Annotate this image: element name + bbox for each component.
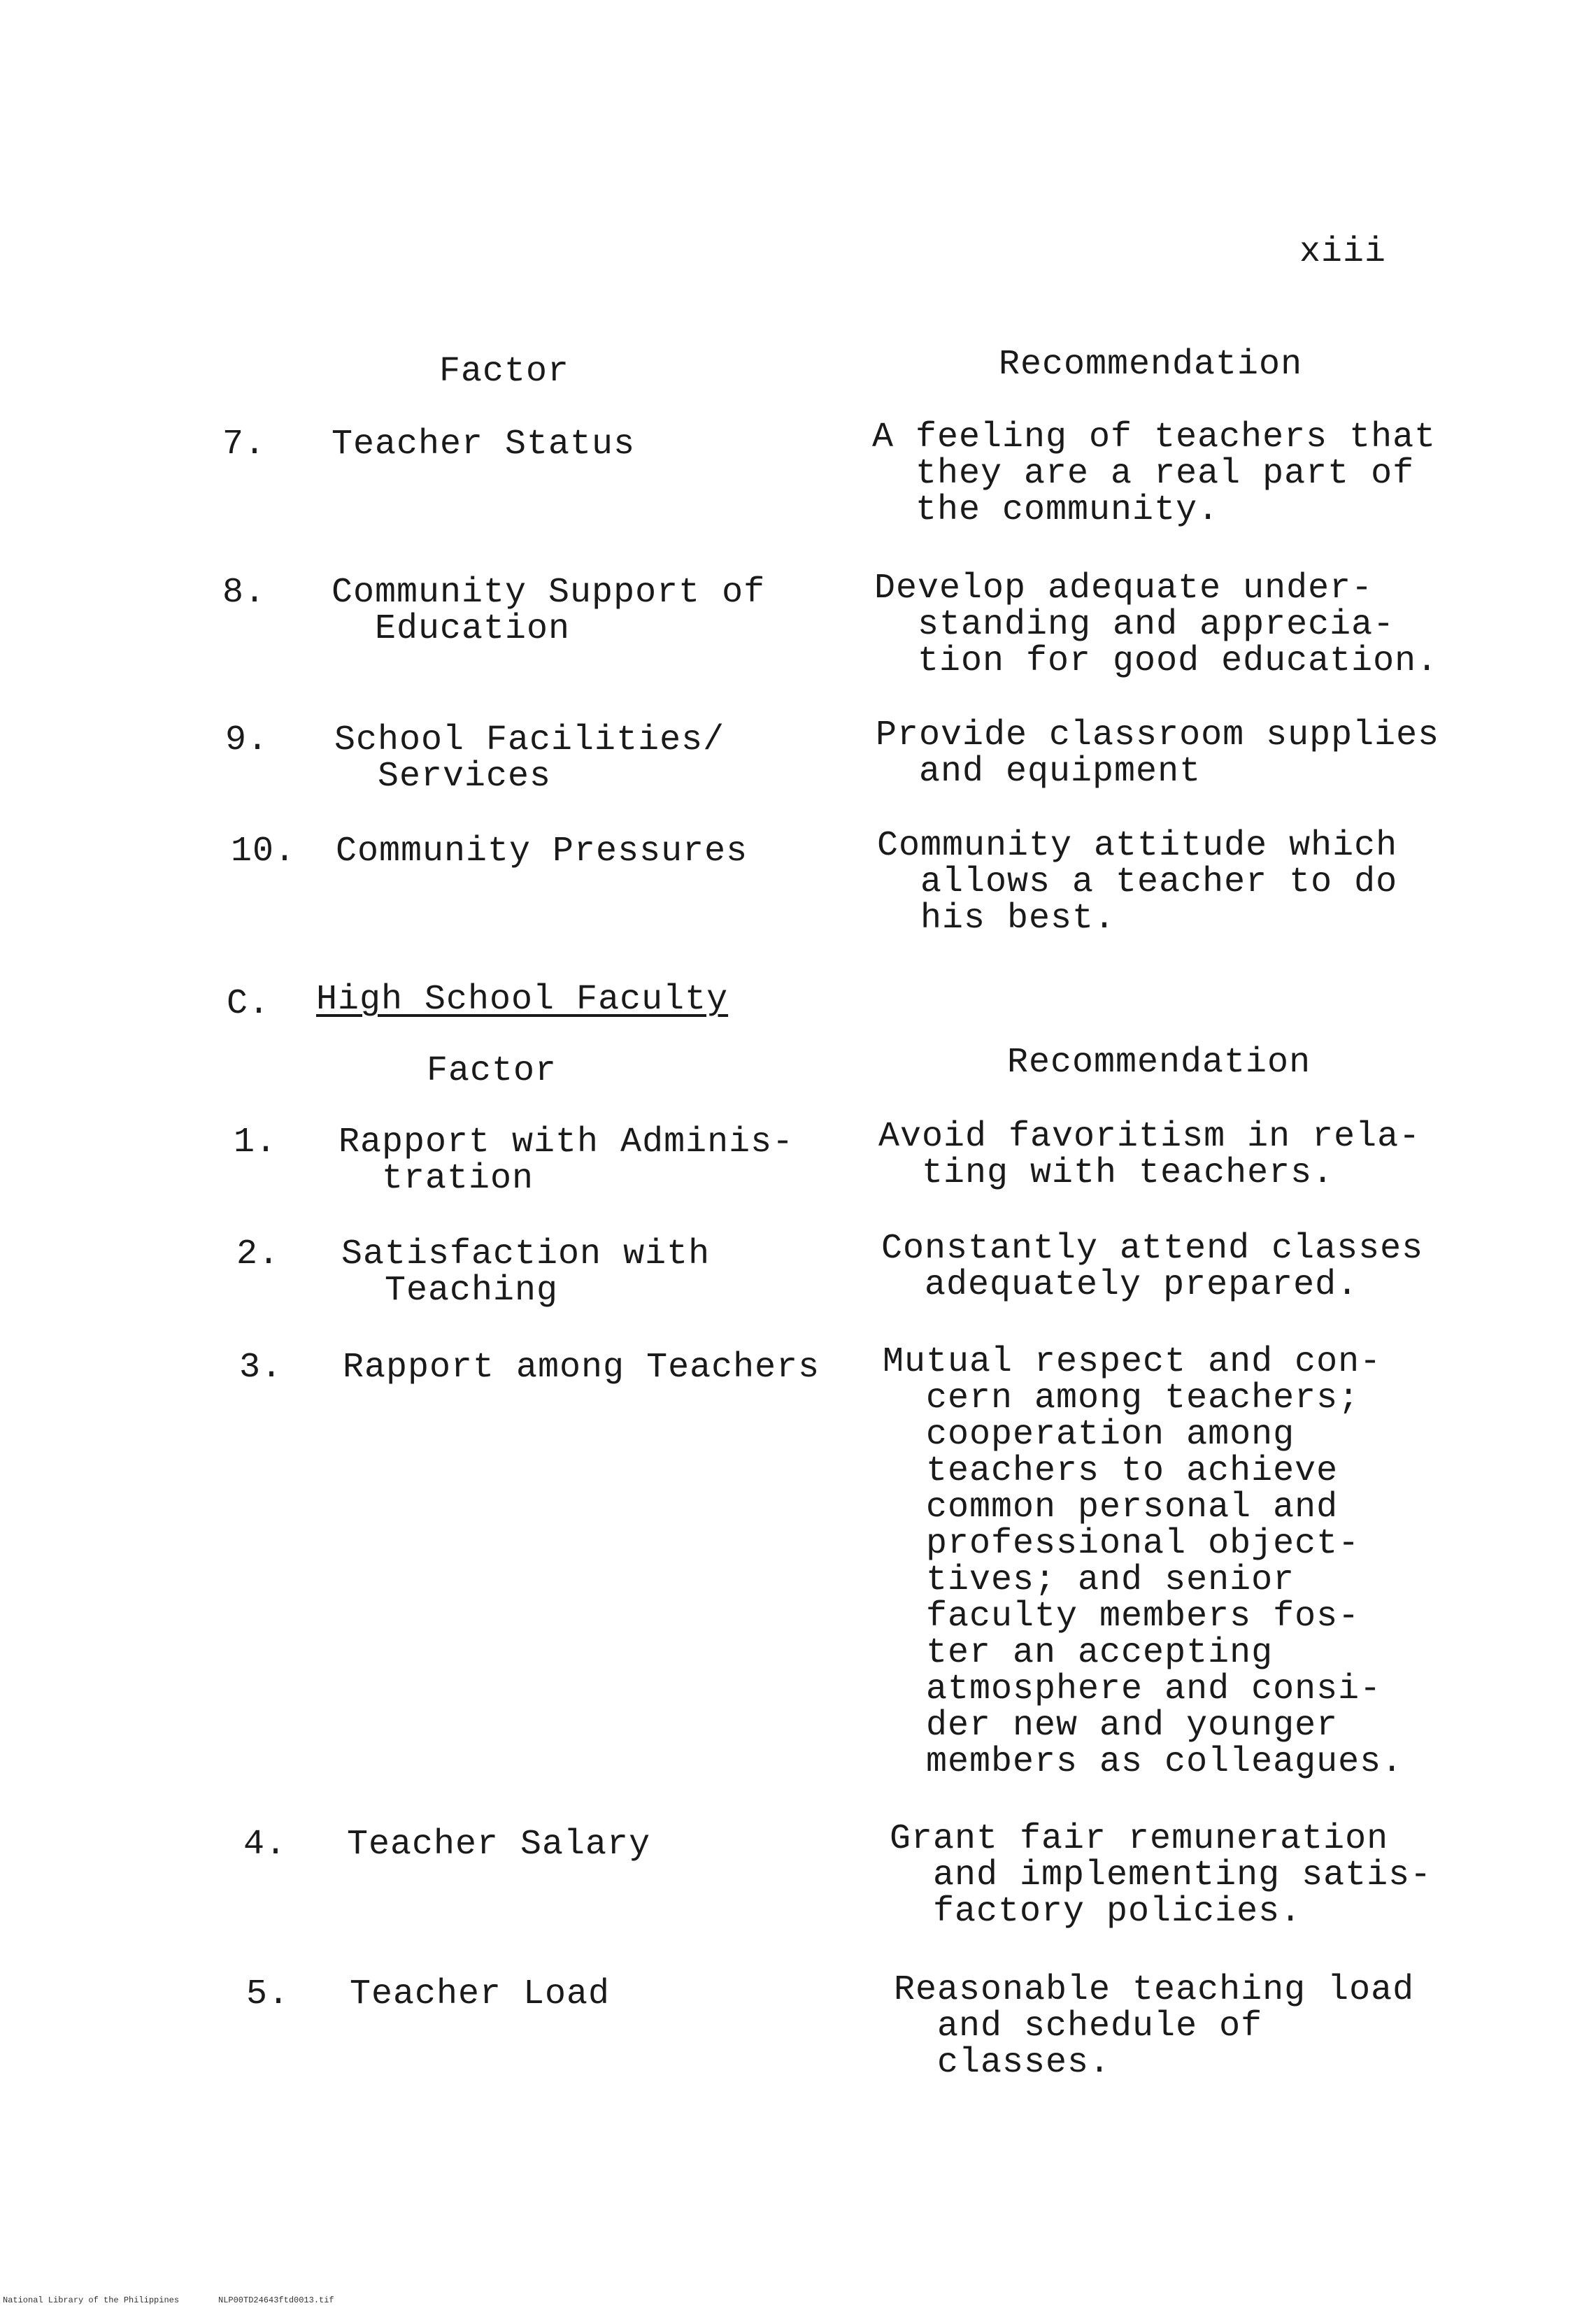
factor-text: Community Pressures [336, 832, 748, 871]
factor-text: Rapport with Adminis- tration [339, 1123, 795, 1199]
factor-header: Factor [427, 1051, 557, 1091]
item-number: 1. [233, 1123, 277, 1162]
item-number: 9. [225, 720, 269, 760]
factor-text: Teacher Salary [347, 1825, 651, 1865]
item-number: 3. [238, 1348, 283, 1388]
recommendation-text: A feeling of teachers that they are a real part of the community. [872, 418, 1437, 530]
recommendation-text: Develop adequate under- standing and apprecia- tion for good education. [874, 569, 1439, 681]
recommendation-header: Recommendation [1007, 1043, 1311, 1083]
factor-text: School Facilities/ Services [334, 720, 725, 797]
item-number: 2. [236, 1234, 280, 1274]
recommendation-text: Community attitude which allows a teacher to do his best. [877, 826, 1398, 939]
factor-text: Teacher Load [350, 1974, 611, 2014]
factor-text: Rapport among Teachers [343, 1348, 820, 1388]
recommendation-text: Avoid favoritism in rela- ting with teachers. [878, 1117, 1421, 1193]
recommendation-header: Recommendation [999, 345, 1303, 385]
item-number: 5. [245, 1974, 290, 2014]
footer-library: National Library of the Philippines [3, 2295, 180, 2305]
item-number: 10. [231, 832, 297, 871]
page-number: xiii [1299, 232, 1387, 272]
footer-file: NLP00TD24643ftd0013.tif [218, 2295, 334, 2305]
item-number: 7. [222, 425, 266, 464]
factor-text: Community Support of Education [332, 573, 766, 649]
recommendation-text: Grant fair remuneration and implementing satis- factory policies. [890, 1819, 1432, 1932]
section-letter: C. [227, 984, 271, 1024]
item-number: 8. [222, 573, 266, 613]
section-title: High School Faculty [316, 980, 729, 1020]
recommendation-text: Constantly attend classes adequately prepared. [881, 1229, 1424, 1305]
recommendation-text: Reasonable teaching load and schedule of classes. [894, 1970, 1415, 2083]
recommendation-text: Provide classroom supplies and equipment [876, 715, 1440, 792]
factor-text: Satisfaction with Teaching [341, 1234, 711, 1311]
item-number: 4. [243, 1825, 287, 1865]
factor-header: Factor [439, 352, 570, 392]
recommendation-text: Mutual respect and con- cern among teachers; cooperation among teachers to achieve common personal and professional object- tives; and senior faculty members fos- ter an accepting atmosphere and consi- der new and younger members as colleagues. [883, 1342, 1404, 1782]
factor-text: Teacher Status [332, 425, 636, 464]
